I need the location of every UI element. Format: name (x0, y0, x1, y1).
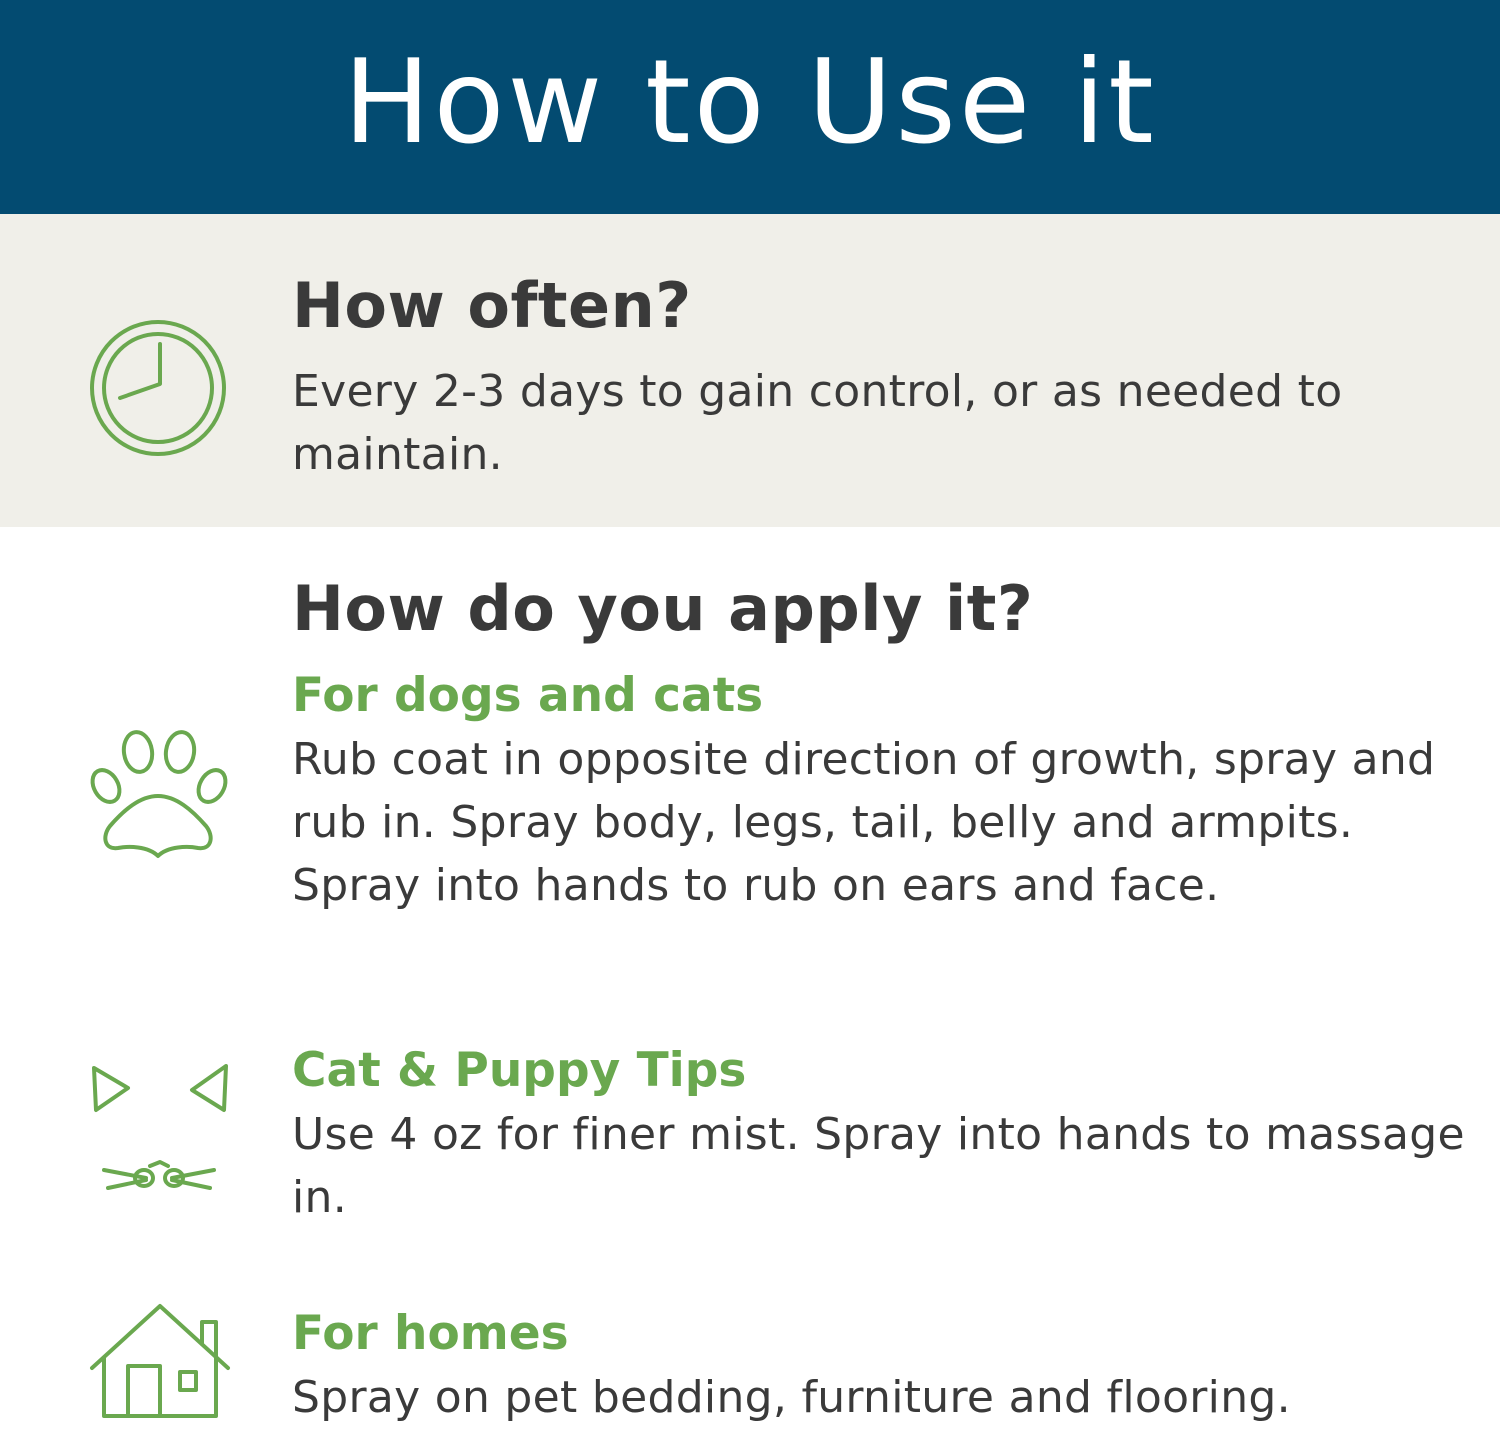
cat-puppy-text: Use 4 oz for finer mist. Spray into hands to massage in. (292, 1109, 1465, 1224)
paw-icon (88, 728, 233, 863)
cat-puppy-section (292, 1043, 1472, 1229)
dogs-cats-text: Rub coat in opposite direction of growth, spray and rub in. Spray body, legs, tail, belly and armpits. Spray into hands to rub on ears and face. (292, 734, 1436, 912)
page-title: How to Use it (343, 35, 1157, 170)
clock-icon (88, 318, 228, 458)
apply-title: How do you apply it? (292, 572, 1034, 645)
header-banner (0, 0, 1500, 214)
house-icon (88, 1302, 233, 1422)
homes-section (292, 1306, 1472, 1429)
cat-puppy-heading: Cat & Puppy Tips (292, 1043, 747, 1098)
dogs-cats-section (292, 668, 1472, 917)
apply-section (292, 572, 1472, 645)
how-often-title: How often? (292, 269, 692, 342)
dogs-cats-heading: For dogs and cats (292, 668, 764, 723)
homes-heading: For homes (292, 1306, 569, 1361)
how-often-text: Every 2-3 days to gain control, or as needed to maintain. (292, 366, 1343, 481)
how-often-section (292, 269, 1472, 486)
homes-text: Spray on pet bedding, furniture and flooring. (292, 1372, 1291, 1424)
cat-face-icon (88, 1060, 233, 1205)
